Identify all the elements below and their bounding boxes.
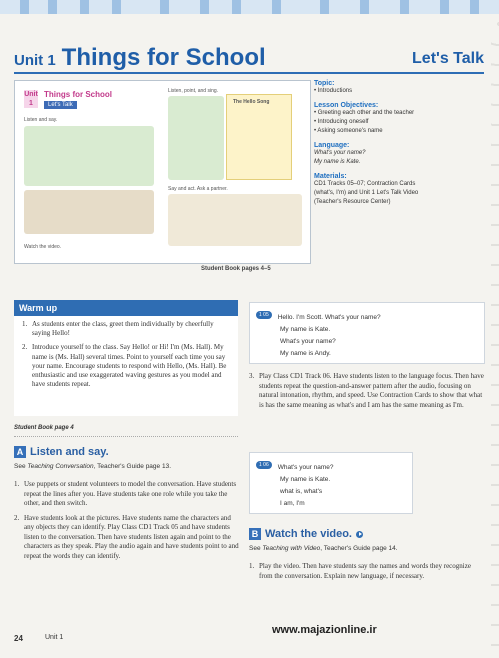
thumbnail-unit-box: Unit 1 [24,91,38,107]
reference-prefix: See [249,545,263,552]
list-item: 1. Use puppets or student volunteers to model the conversation. Have students repeat the lines after you. Have students take one role while you take the other, and then switch. [14,480,237,507]
audio-script-box-1 [249,302,485,364]
header-rule [14,72,484,74]
language-item: What's your name? [314,150,366,156]
language-item: My name is Kate. [314,159,361,165]
materials-item: (Teacher's Resource Center) [314,199,391,205]
warmup-heading: Warm up [14,300,238,316]
warmup-item-text: Introduce yourself to the class. Say Hello! or Hi! I'm (Ms. Hall). My name is (Ms. Hall) several times. Point to yourself each time you say your name. Encourage students to respond with Hello, (Ms. Hall). Be enthusiastic and use exaggerated waving gestures as you model and have students repeat. [32,343,227,389]
step-3-text: Play Class CD1 Track 06. Have students listen to the language focus. Then have students repeat the question-and-answer pattern after the audio, focusing on natural intonation, rhythm, and speed. Use Contraction Cards to show that what is has the same meaning as what's and I am has the same meaning as I'm. [259,372,484,409]
section-a-reference [14,463,171,470]
warmup-item-text: As students enter the class, greet them individually by cheerfully saying Hello! [32,320,214,338]
step-3-list [249,372,484,415]
thumbnail-watch-video: Watch the video. [24,244,62,250]
list-item: 3. Play Class CD1 Track 06. Have students listen to the language focus. Then have students repeat the question-and-answer pattern after the audio, focusing on natural intonation, rhythm, and speed. Use Contraction Cards to show that what is has the same meaning as what's and I am has the same meaning as I'm. [249,372,484,409]
language-label: Language: [314,142,350,149]
section-a-letter: A [14,446,26,458]
list-item: 2. Have students look at the pictures. Have students name the characters and any objects they can identify. Play Class CD1 Track 05 and have students listen to the conversation. Then have students listen again and point to the characters as they speak. Play the audio again and have students point to and repeat the words they can identify. [14,513,239,560]
audio-line: My name is Kate. [280,326,331,333]
audio-line: What's your name? [277,464,334,471]
audio-line: My name is Andy. [280,350,331,357]
warmup-list [22,320,230,389]
video-play-icon [356,531,363,538]
thumbnail-left-page [18,84,161,259]
thumbnail-say-act: Say and act. Ask a partner. [168,186,228,192]
section-b-item-text: Play the video. Then have students say the names and words they recognize from the conversation. Explain new language, if necessary. [259,562,471,580]
objective-item: • Asking someone's name [314,128,383,134]
reference-suffix: , Teacher's Guide page 14. [320,545,398,552]
reference-prefix: See [14,463,28,470]
audio-line: what is, what's [280,488,323,495]
topic-label: Topic: [314,80,335,87]
audio-script-box-2 [249,452,413,514]
warmup-box [14,300,238,416]
section-a-title: Listen and say. [30,446,109,458]
objectives-label: Lesson Objectives: [314,102,379,109]
section-a-heading [14,446,109,458]
thumbnail-scene-4 [168,194,302,246]
objective-item: • Introducing oneself [314,119,369,125]
materials-label: Materials: [314,173,347,180]
website-watermark: www.majazionline.ir [272,624,377,636]
thumbnail-scene-1 [24,126,154,186]
section-a-item-text: Have students look at the pictures. Have students name the characters and any objects they can identify. Play Class CD1 Track 05 and have students listen to the conversation. Then have students listen again and point to the characters as they speak. Play the audio again and have students point to and repeat the words they can identify. [24,513,239,560]
section-b-title: Watch the video. [265,528,352,540]
audio-track-badge: 1 05 [256,311,272,319]
page-edge [491,14,499,658]
page-number: 24 [14,634,23,643]
section-b-reference [249,545,398,552]
list-item: 1. Play the video. Then have students say the names and words they recognize from the conversation. Explain new language, if necessary. [249,562,471,580]
thumbnail-title: Things for School [44,90,112,99]
materials-item: (what's, I'm) and Unit 1 Let's Talk Video [314,190,419,196]
page-title [14,44,266,72]
footer-unit: Unit 1 [45,634,64,641]
list-item: 2. Introduce yourself to the class. Say Hello! or Hi! I'm (Ms. Hall). My name is (Ms. Hall) several times. Point to yourself each time you say your name. Encourage students to respond with Hello, (Ms. Hall). Be enthusiastic and use exaggerated waving gestures as you model and have students repeat. [22,343,227,389]
section-b-letter: B [249,528,261,540]
section-label: Let's Talk [412,50,484,67]
thumbnail-listen-point-sing: Listen, point, and sing. [168,88,219,94]
student-book-thumbnail [14,80,311,264]
lesson-sidebar [314,80,484,207]
materials-item: CD1 Tracks 05–07; Contraction Cards [314,181,416,187]
thumbnail-song-title: The Hello Song [233,99,270,105]
student-book-page-ref: Student Book page 4 [14,425,74,431]
unit-title: Things for School [61,44,266,71]
audio-line: Hello. I'm Scott. What's your name? [277,314,381,321]
audio-line: What's your name? [280,338,336,345]
unit-label: Unit 1 [14,52,56,69]
audio-track-badge: 1 06 [256,461,272,469]
objective-item: • Greeting each other and the teacher [314,110,415,116]
thumbnail-song-box [226,94,292,180]
top-color-strip [0,0,499,14]
thumbnail-right-page [164,84,307,259]
audio-line: I am, I'm [280,500,305,507]
section-b-heading [249,528,363,540]
thumbnail-scene-2 [24,190,154,234]
topic-item: • Introductions [314,88,353,94]
reference-title: Teaching with Video [262,545,321,552]
reference-suffix: , Teacher's Guide page 13. [93,463,171,470]
thumbnail-listen-say: Listen and say. [24,117,58,123]
reference-title: Teaching Conversation [27,463,94,470]
thumbnail-caption: Student Book pages 4–5 [201,266,271,272]
section-b-list [249,562,484,586]
thumbnail-tab: Let's Talk [44,101,77,109]
thumbnail-scene-3 [168,96,224,180]
audio-line: My name is Kate. [280,476,331,483]
list-item: 1. As students enter the class, greet them individually by cheerfully saying Hello! [22,320,214,338]
header [14,44,484,70]
section-a-item-text: Use puppets or student volunteers to model the conversation. Have students repeat the lines after you. Have students take one role while you take the other, and then switch. [24,480,237,507]
dotted-divider [14,436,238,437]
section-a-list [14,480,240,566]
